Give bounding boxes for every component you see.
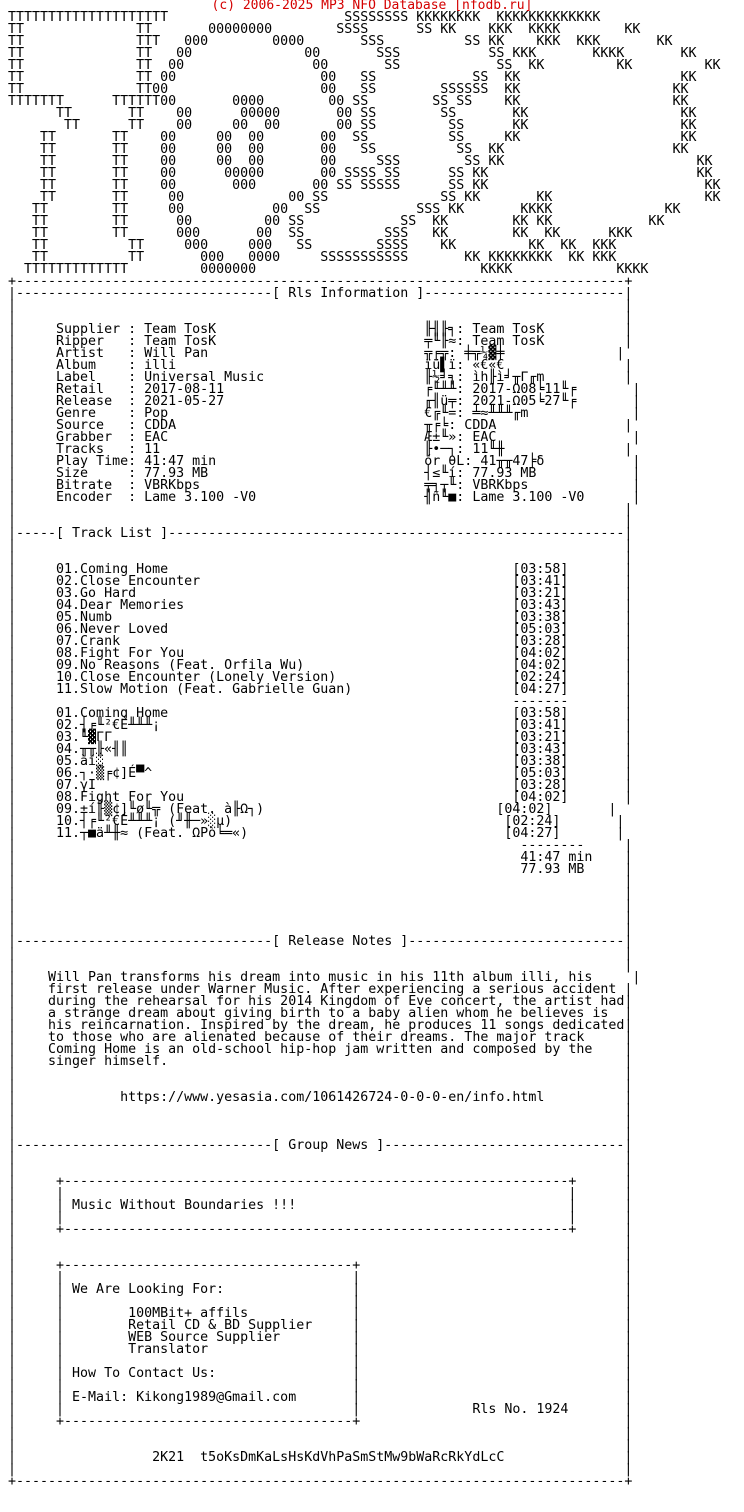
nfo-line: | | | | bbox=[8, 1378, 633, 1393]
nfo-line: | https://www.yesasia.com/1061426724-0-0-0-en/info.html | bbox=[8, 1090, 633, 1105]
nfo-line: | 77.93 MB | bbox=[8, 862, 633, 877]
nfo-line: | 07.γI [03:28] | bbox=[8, 778, 633, 793]
nfo-line: | | Retail CD & BD Supplier | | bbox=[8, 1318, 633, 1333]
nfo-line: +----------------------------------------------------------------------------+ bbox=[8, 274, 633, 289]
nfo-line: | | bbox=[8, 922, 633, 937]
nfo-line: | | bbox=[8, 1462, 633, 1477]
nfo-text-block bbox=[8, 12, 720, 1488]
nfo-line: | 01.Coming Home [03:58] | bbox=[8, 706, 633, 721]
nfo-line: | | bbox=[8, 958, 633, 973]
nfo-line: | Artist : Will Pan ╦╒╦: ╪╦¼▓╪ | bbox=[8, 346, 625, 361]
nfo-line: | during the rehearsal for his 2014 Kingdom of Eve concert, the artist had| bbox=[8, 994, 633, 1009]
nfo-line: | +------------------------------------+ | bbox=[8, 1258, 633, 1273]
nfo-line: | his reincarnation. Inspired by the dream, he produces 11 songs dedicated| bbox=[8, 1018, 633, 1033]
nfo-line: | Coming Home is an old-school hip-hop jam written and composed by the | bbox=[8, 1042, 633, 1057]
nfo-line: | Play Time: 41:47 min ór θL: 41╥╥47╞δ | bbox=[8, 454, 641, 469]
nfo-line: | | bbox=[8, 550, 633, 565]
nfo-line: TT TT 00 00 00 00 SS SS KK KK bbox=[8, 130, 697, 145]
nfo-line: | | bbox=[8, 898, 633, 913]
nfo-line: | | bbox=[8, 1078, 633, 1093]
nfo-line: | 06.Never Loved [05:03] | bbox=[8, 622, 633, 637]
copyright-link[interactable]: (c) 2006-2025 MP3 NFO Database [nfodb.ru] bbox=[211, 0, 533, 13]
nfo-line: TT TT 00 00 00 00 SS SS KK KK bbox=[8, 142, 689, 157]
nfo-line: | 02.┤╒╙²€É╨╨╨¡ [03:41] | bbox=[8, 718, 633, 733]
nfo-line: | 08.Fight For You [04:02] | bbox=[8, 646, 633, 661]
nfo-line: | | We Are Looking For: | | bbox=[8, 1282, 633, 1297]
nfo-line: | 08.Fight For You [04:02] | bbox=[8, 790, 633, 805]
nfo-line: | | bbox=[8, 1246, 633, 1261]
nfo-line: TT TT 00 00 SS SSS KK KKKK KK bbox=[8, 202, 681, 217]
nfo-line: | +------------------------------------+ | bbox=[8, 1414, 633, 1429]
nfo-line: | Genre : Pop €╔╙=: ╧≈╨╨╨╓m | bbox=[8, 406, 641, 421]
nfo-line: TT TT 000 0000 SSSSSSSSSSS KK KKKKKKKK KK KKK bbox=[8, 250, 617, 265]
nfo-line: | Label : Universal Music ╟½╛╕: ìh╟ì╛╥Γ╓m | bbox=[8, 370, 633, 385]
nfo-line: |--------------------------------[ Rls Information ]-------------------------| bbox=[8, 286, 633, 301]
nfo-line: | | bbox=[8, 946, 633, 961]
nfo-line: | | E-Mail: Kikong1989@Gmail.com | | bbox=[8, 1390, 633, 1405]
nfo-line: +----------------------------------------------------------------------------+ bbox=[8, 1474, 633, 1489]
nfo-line: | | Translator | | bbox=[8, 1342, 633, 1357]
nfo-line: | | How To Contact Us: | | bbox=[8, 1366, 633, 1381]
nfo-line: | -------- | bbox=[8, 838, 633, 853]
nfo-line: | | bbox=[8, 1162, 633, 1177]
nfo-line: | Size : 77.93 MB ┤≤╙í: 77.93 MB | bbox=[8, 466, 641, 481]
nfo-line: | | | | bbox=[8, 1210, 633, 1225]
nfo-line: | 01.Coming Home [03:58] | bbox=[8, 562, 633, 577]
nfo-line: TT TT 00 000 00 SS SSSSS SS KK KK bbox=[8, 178, 721, 193]
nfo-line: | | bbox=[8, 310, 633, 325]
nfo-line: | Supplier : Team TosK ╟╢╟╕: Team TosK | bbox=[8, 322, 633, 337]
nfo-line: | 41:47 min | bbox=[8, 850, 633, 865]
nfo-line: | Will Pan transforms his dream into music in his 11th album illi, his | bbox=[8, 970, 641, 985]
nfo-line: | first release under Warner Music. After experiencing a serious accident | bbox=[8, 982, 633, 997]
nfo-line: | | bbox=[8, 910, 633, 925]
nfo-line: | | Music Without Boundaries !!! | | bbox=[8, 1198, 633, 1213]
nfo-line: TTTTTTT TTTTTT00 0000 00 SS SS SS KK KK bbox=[8, 94, 689, 109]
nfo-line: | Tracks : 11 ╟•─┐: 11╙╫ | bbox=[8, 442, 633, 457]
nfo-line: | 06.┐·▒╒¢]É▀^ [05:03] | bbox=[8, 766, 633, 781]
nfo-line: TT TT 00 00000 00 SS SS KK KK bbox=[8, 106, 697, 121]
nfo-line: TT TT 00 00 00 00 SSS SS KK KK bbox=[8, 154, 713, 169]
nfo-line: | | bbox=[8, 502, 633, 517]
nfo-line: | Retail : 2017-08-11 ╒╙╨╨: 2017-Ω08╘11╙╒ | bbox=[8, 382, 641, 397]
nfo-line: |--------------------------------[ Release Notes ]---------------------------| bbox=[8, 934, 633, 949]
nfo-line: | 05.Numb [03:38] | bbox=[8, 610, 633, 625]
nfo-line: | 03.Go Hard [03:21] | bbox=[8, 586, 633, 601]
nfo-line: | 02.Close Encounter [03:41] | bbox=[8, 574, 633, 589]
nfo-line: | 10.Close Encounter (Lonely Version) [02:24] | bbox=[8, 670, 633, 685]
nfo-line: TTTTTTTTTTTTTTTTTTTT SSSSSSSS KKKKKKKK KKKKKKKKKKKKK bbox=[8, 10, 601, 25]
nfo-line: | | bbox=[8, 298, 633, 313]
nfo-line: | | bbox=[8, 1102, 633, 1117]
nfo-line: | | 100MBit+ affils | | bbox=[8, 1306, 633, 1321]
nfo-line: TT TT 00 00000 00 SSSS SS SS KK KK bbox=[8, 166, 713, 181]
nfo-line: TT TT 000 00 SS SSS KK KK KK KKK bbox=[8, 226, 633, 241]
nfo-line: | 04.╥╥╟«╢║ [03:43] | bbox=[8, 742, 633, 757]
nfo-line: | +---------------------------------------------------------------+ | bbox=[8, 1222, 633, 1237]
nfo-line: | | | | bbox=[8, 1186, 633, 1201]
nfo-line: | 09.±í╟▒¢]╙ø╙╦ (Feat. à╟Ω┐) [04:02] | bbox=[8, 802, 617, 817]
nfo-line: TT TT00 00 SS SSSSSS KK KK bbox=[8, 82, 689, 97]
nfo-line: | | | | bbox=[8, 1354, 633, 1369]
nfo-line: TTTTTTTTTTTTT 0000000 KKKK KKKK bbox=[8, 262, 649, 277]
nfo-line: | | | | bbox=[8, 1270, 633, 1285]
nfo-line: | +---------------------------------------------------------------+ | bbox=[8, 1174, 633, 1189]
nfo-line: | Source : CDDA ╥╒╘: CDDA | bbox=[8, 418, 633, 433]
nfo-line: TT TT 00 00 SS SS KK KK bbox=[8, 70, 697, 85]
nfo-line: | | bbox=[8, 1234, 633, 1249]
nfo-line: |--------------------------------[ Group News ]------------------------------| bbox=[8, 1138, 633, 1153]
nfo-line: | | bbox=[8, 1066, 633, 1081]
nfo-line: TT TT 00000000 SSSS SS KK KKK KKKK KK bbox=[8, 22, 641, 37]
nfo-line: | 10.┤╒╙²€É╨╨╨¡ (╜╫─»░µ) [02:24] | bbox=[8, 814, 625, 829]
nfo-line: | | bbox=[8, 886, 633, 901]
nfo-line: TT TTT 000 0000 SSS SS KK KKK KKK KK bbox=[8, 34, 673, 49]
nfo-line: | 07.Crank [03:28] | bbox=[8, 634, 633, 649]
nfo-line: |-----[ Track List ]---------------------------------------------------------| bbox=[8, 526, 633, 541]
nfo-line: | Release : 2021-05-27 ╓╢ü╤: 2021-Ω05╘27╙╒ | bbox=[8, 394, 641, 409]
nfo-line: | a strange dream about giving birth to a baby alien whom he believes is | bbox=[8, 1006, 633, 1021]
nfo-line: TT TT 00 00 SS SS KK KK KK KK bbox=[8, 214, 665, 229]
nfo-line: | Album : illi ïü▌ï: «€«€ | bbox=[8, 358, 633, 373]
nfo-line: | Bitrate : VBRKbps ╤╕┬╙: VBRKbps | bbox=[8, 478, 641, 493]
nfo-line: | 2K21 t5oKsDmKaLsHsKdVhPaSmStMw9bWaRcRkYdLcC | bbox=[8, 1450, 633, 1465]
nfo-line: TT TT 00 00 SS SS KK KK KK bbox=[8, 58, 721, 73]
nfo-line: | | bbox=[8, 1426, 633, 1441]
nfo-line: | | | | bbox=[8, 1294, 633, 1309]
nfo-line: | Encoder : Lame 3.100 -V0 ╢ñ╙■: Lame 3.100 -V0 | bbox=[8, 490, 641, 505]
nfo-line: | | | Rls No. 1924 | bbox=[8, 1402, 633, 1417]
nfo-line: TT TT 00 00 SSS SS KKK KKKK KK bbox=[8, 46, 697, 61]
nfo-line: | | bbox=[8, 1114, 633, 1129]
nfo-line: | Ripper : Team TosK ╤╙╟≈: Team TosK | bbox=[8, 334, 633, 349]
nfo-line: | ------- | bbox=[8, 694, 633, 709]
nfo-line: | 03.╙▓ΓΓ [03:21] | bbox=[8, 730, 633, 745]
nfo-line: TT TT 00 00 SS SS KK KK KK bbox=[8, 190, 721, 205]
nfo-line: | | bbox=[8, 1150, 633, 1165]
nfo-line: | | bbox=[8, 874, 633, 889]
nfo-line: | 11.Slow Motion (Feat. Gabrielle Guan) [04:27] | bbox=[8, 682, 633, 697]
nfo-line: | Grabber : EAC Æ±╙»: EAC | bbox=[8, 430, 641, 445]
nfo-line: | | WEB Source Supplier | | bbox=[8, 1330, 633, 1345]
nfo-line: | | bbox=[8, 514, 633, 529]
nfo-line: | | bbox=[8, 1438, 633, 1453]
nfo-line: | 04.Dear Memories [03:43] | bbox=[8, 598, 633, 613]
nfo-line: | singer himself. | bbox=[8, 1054, 633, 1069]
nfo-line: TT TT 000 000 SS SSSS KK KK KK KKK bbox=[8, 238, 617, 253]
nfo-line: | 09.No Reasons (Feat. Orfila Wu) [04:02] | bbox=[8, 658, 633, 673]
nfo-line: | to those who are alienated because of their dreams. The major track | bbox=[8, 1030, 633, 1045]
nfo-line: TT TT 00 00 00 00 SS SS KK KK bbox=[8, 118, 697, 133]
nfo-line: | | bbox=[8, 538, 633, 553]
nfo-line: | 05.àí░ [03:38] | bbox=[8, 754, 633, 769]
nfo-line: | 11.┬■ä╨╫≈ (Feat. ΩPò╘═«) [04:27] | bbox=[8, 826, 625, 841]
nfo-line: | | bbox=[8, 1126, 633, 1141]
